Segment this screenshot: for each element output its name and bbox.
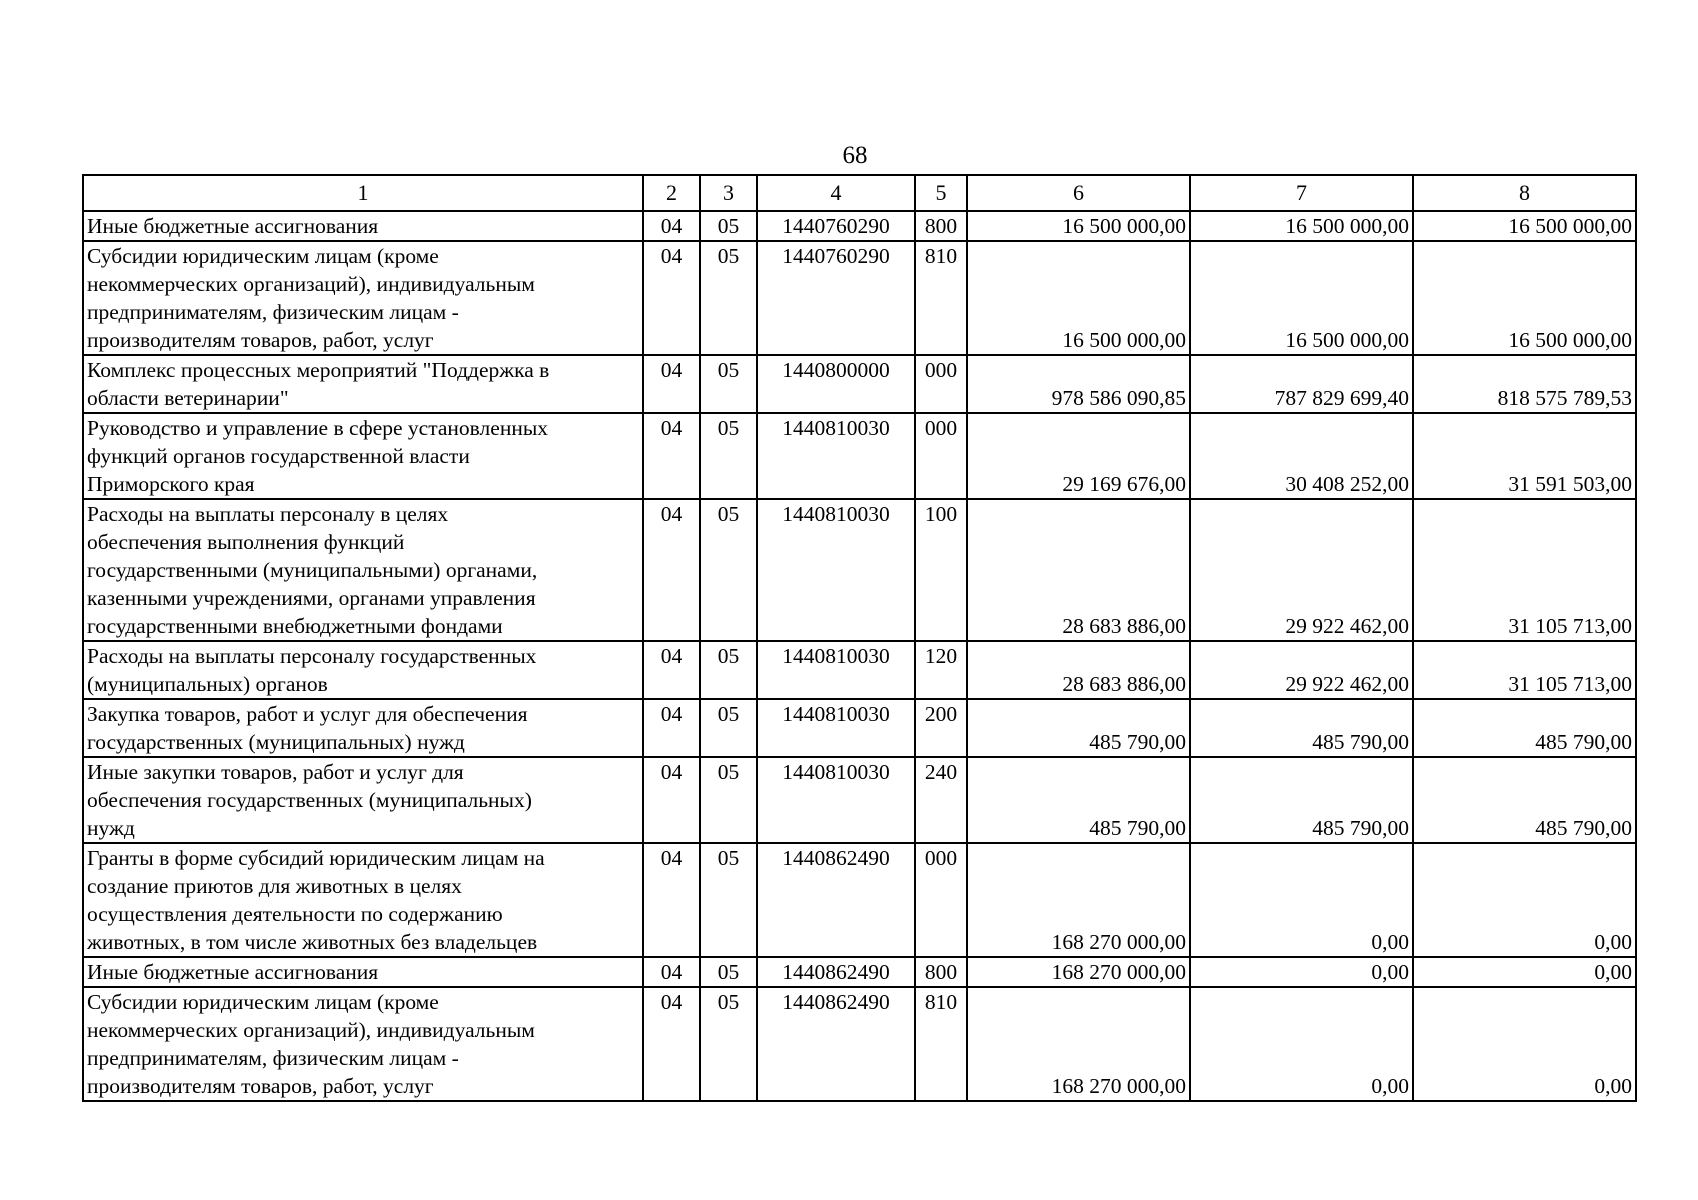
column-number-row <box>83 175 1636 211</box>
expense-type-cell: 000 <box>915 413 967 499</box>
row-name-cell <box>83 641 643 699</box>
section-code-cell: 04 <box>643 211 700 241</box>
row-name-cell <box>83 957 643 987</box>
target-article-cell: 1440810030 <box>757 413 915 499</box>
subsection-code-cell: 05 <box>700 757 757 843</box>
row-name-line: Субсидии юридическим лицам (кроме <box>87 244 439 268</box>
amount-year-2-cell: 485 790,00 <box>1190 757 1413 843</box>
row-name-line: Приморского края <box>87 472 255 496</box>
section-code-cell: 04 <box>643 757 700 843</box>
row-name-line: обеспечения выполнения функций <box>87 530 405 554</box>
amount-year-2-cell: 0,00 <box>1190 957 1413 987</box>
section-code-cell: 04 <box>643 355 700 413</box>
row-name-line: Закупка товаров, работ и услуг для обеспечения <box>87 702 528 726</box>
target-article-cell: 1440810030 <box>757 699 915 757</box>
subsection-code-cell: 05 <box>700 699 757 757</box>
row-name-cell <box>83 843 643 957</box>
row-name-line: Субсидии юридическим лицам (кроме <box>87 990 439 1014</box>
section-code-cell: 04 <box>643 699 700 757</box>
expense-type-cell: 120 <box>915 641 967 699</box>
amount-year-1-cell: 168 270 000,00 <box>967 957 1190 987</box>
target-article-cell: 1440760290 <box>757 211 915 241</box>
row-name-line: осуществления деятельности по содержанию <box>87 902 503 926</box>
column-header-1: 1 <box>83 175 643 211</box>
table-row <box>83 413 1636 499</box>
row-name-line: Иные закупки товаров, работ и услуг для <box>87 760 464 784</box>
subsection-code-cell: 05 <box>700 987 757 1101</box>
table-row <box>83 987 1636 1101</box>
section-code-cell: 04 <box>643 641 700 699</box>
section-code-cell: 04 <box>643 241 700 355</box>
row-name-cell <box>83 499 643 641</box>
row-name-cell <box>83 211 643 241</box>
table-row <box>83 241 1636 355</box>
row-name-line: некоммерческих организаций), индивидуальным <box>87 272 535 296</box>
subsection-code-cell: 05 <box>700 499 757 641</box>
row-name-line: области ветеринарии" <box>87 386 289 410</box>
row-name-cell <box>83 413 643 499</box>
section-code-cell: 04 <box>643 987 700 1101</box>
amount-year-1-cell: 28 683 886,00 <box>967 641 1190 699</box>
subsection-code-cell: 05 <box>700 211 757 241</box>
amount-year-3-cell: 485 790,00 <box>1413 757 1636 843</box>
row-name-line: Руководство и управление в сфере установленных <box>87 416 549 440</box>
expense-type-cell: 000 <box>915 355 967 413</box>
page-number: 68 <box>842 142 868 169</box>
column-header-5: 5 <box>915 175 967 211</box>
table-row <box>83 699 1636 757</box>
row-name-line: Иные бюджетные ассигнования <box>87 960 379 984</box>
row-name-line: животных, в том числе животных без владельцев <box>87 930 538 954</box>
amount-year-3-cell: 818 575 789,53 <box>1413 355 1636 413</box>
subsection-code-cell: 05 <box>700 843 757 957</box>
column-header-3: 3 <box>700 175 757 211</box>
column-header-7: 7 <box>1190 175 1413 211</box>
target-article-cell: 1440862490 <box>757 957 915 987</box>
target-article-cell: 1440862490 <box>757 987 915 1101</box>
row-name-line: производителям товаров, работ, услуг <box>87 1074 434 1098</box>
row-name-cell <box>83 757 643 843</box>
target-article-cell: 1440862490 <box>757 843 915 957</box>
row-name-line: предпринимателям, физическим лицам - <box>87 300 459 324</box>
column-header-2: 2 <box>643 175 700 211</box>
amount-year-1-cell: 16 500 000,00 <box>967 241 1190 355</box>
row-name-line: некоммерческих организаций), индивидуальным <box>87 1018 535 1042</box>
table-row <box>83 843 1636 957</box>
table-row <box>83 757 1636 843</box>
subsection-code-cell: 05 <box>700 241 757 355</box>
amount-year-2-cell: 787 829 699,40 <box>1190 355 1413 413</box>
amount-year-2-cell: 30 408 252,00 <box>1190 413 1413 499</box>
amount-year-1-cell: 485 790,00 <box>967 757 1190 843</box>
expense-type-cell: 000 <box>915 843 967 957</box>
amount-year-1-cell: 168 270 000,00 <box>967 843 1190 957</box>
row-name-line: Расходы на выплаты персоналу государственных <box>87 644 537 668</box>
column-header-4: 4 <box>757 175 915 211</box>
subsection-code-cell: 05 <box>700 355 757 413</box>
table-row <box>83 641 1636 699</box>
row-name-line: создание приютов для животных в целях <box>87 874 462 898</box>
row-name-line: нужд <box>87 816 135 840</box>
row-name-line: Комплекс процессных мероприятий "Поддержка в <box>87 358 550 382</box>
row-name-cell <box>83 355 643 413</box>
amount-year-2-cell: 29 922 462,00 <box>1190 499 1413 641</box>
row-name-line: обеспечения государственных (муниципальных) <box>87 788 532 812</box>
amount-year-2-cell: 485 790,00 <box>1190 699 1413 757</box>
row-name-line: казенными учреждениями, органами управления <box>87 586 536 610</box>
row-name-cell <box>83 699 643 757</box>
column-header-8: 8 <box>1413 175 1636 211</box>
amount-year-2-cell: 0,00 <box>1190 987 1413 1101</box>
subsection-code-cell: 05 <box>700 641 757 699</box>
expense-type-cell: 810 <box>915 241 967 355</box>
amount-year-3-cell: 31 105 713,00 <box>1413 499 1636 641</box>
table-row <box>83 355 1636 413</box>
budget-table <box>82 174 1637 1102</box>
amount-year-3-cell: 31 591 503,00 <box>1413 413 1636 499</box>
section-code-cell: 04 <box>643 957 700 987</box>
row-name-line: (муниципальных) органов <box>87 672 328 696</box>
amount-year-2-cell: 29 922 462,00 <box>1190 641 1413 699</box>
subsection-code-cell: 05 <box>700 957 757 987</box>
section-code-cell: 04 <box>643 843 700 957</box>
table-row <box>83 211 1636 241</box>
expense-type-cell: 810 <box>915 987 967 1101</box>
amount-year-2-cell: 16 500 000,00 <box>1190 241 1413 355</box>
amount-year-2-cell: 0,00 <box>1190 843 1413 957</box>
table-body <box>83 175 1636 1101</box>
target-article-cell: 1440810030 <box>757 641 915 699</box>
table-row <box>83 957 1636 987</box>
target-article-cell: 1440760290 <box>757 241 915 355</box>
expense-type-cell: 800 <box>915 211 967 241</box>
subsection-code-cell: 05 <box>700 413 757 499</box>
row-name-cell <box>83 241 643 355</box>
row-name-line: функций органов государственной власти <box>87 444 470 468</box>
amount-year-3-cell: 0,00 <box>1413 843 1636 957</box>
expense-type-cell: 800 <box>915 957 967 987</box>
target-article-cell: 1440810030 <box>757 757 915 843</box>
row-name-line: Гранты в форме субсидий юридическим лицам на <box>87 846 545 870</box>
section-code-cell: 04 <box>643 413 700 499</box>
amount-year-1-cell: 485 790,00 <box>967 699 1190 757</box>
row-name-line: Расходы на выплаты персоналу в целях <box>87 502 449 526</box>
target-article-cell: 1440810030 <box>757 499 915 641</box>
expense-type-cell: 100 <box>915 499 967 641</box>
amount-year-3-cell: 16 500 000,00 <box>1413 211 1636 241</box>
amount-year-1-cell: 16 500 000,00 <box>967 211 1190 241</box>
section-code-cell: 04 <box>643 499 700 641</box>
table-row <box>83 499 1636 641</box>
row-name-line: государственными внебюджетными фондами <box>87 614 503 638</box>
amount-year-1-cell: 29 169 676,00 <box>967 413 1190 499</box>
amount-year-2-cell: 16 500 000,00 <box>1190 211 1413 241</box>
row-name-line: государственных (муниципальных) нужд <box>87 730 465 754</box>
row-name-line: предпринимателям, физическим лицам - <box>87 1046 459 1070</box>
amount-year-1-cell: 978 586 090,85 <box>967 355 1190 413</box>
amount-year-1-cell: 28 683 886,00 <box>967 499 1190 641</box>
amount-year-3-cell: 0,00 <box>1413 987 1636 1101</box>
amount-year-3-cell: 16 500 000,00 <box>1413 241 1636 355</box>
row-name-line: производителям товаров, работ, услуг <box>87 328 434 352</box>
amount-year-1-cell: 168 270 000,00 <box>967 987 1190 1101</box>
row-name-line: Иные бюджетные ассигнования <box>87 214 379 238</box>
amount-year-3-cell: 0,00 <box>1413 957 1636 987</box>
row-name-cell <box>83 987 643 1101</box>
expense-type-cell: 200 <box>915 699 967 757</box>
target-article-cell: 1440800000 <box>757 355 915 413</box>
amount-year-3-cell: 31 105 713,00 <box>1413 641 1636 699</box>
row-name-line: государственными (муниципальными) органами, <box>87 558 538 582</box>
expense-type-cell: 240 <box>915 757 967 843</box>
column-header-6: 6 <box>967 175 1190 211</box>
amount-year-3-cell: 485 790,00 <box>1413 699 1636 757</box>
